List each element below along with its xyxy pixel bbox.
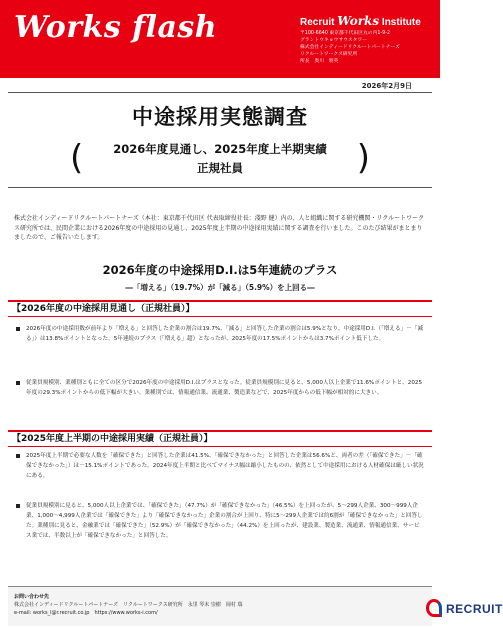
recruit-logo-text: RECRUIT xyxy=(446,602,503,616)
bullet-item: 2025年度上半期で必要な人数を「確保できた」と回答した企業は41.5%、「確保できなかった」と回答した企業は56.6%と、両者の差（「確保できた」－「確保できなかった」）は－15.1%ポイントであった。2024年度上半期と比べてマイナス幅は縮小したものの、依然として中途採用における人材確保は厳しい状況にある。 xyxy=(16,451,424,481)
title-block xyxy=(8,92,432,188)
subtitle-line-2: 正規社員 xyxy=(197,161,243,175)
release-date: 2026年2月9日 xyxy=(361,82,412,90)
bullet-square-icon xyxy=(16,504,20,508)
subtitle-block xyxy=(70,139,370,179)
page-title: 中途採用実態調査 xyxy=(132,105,308,129)
institute-name: Recruit Works Institute xyxy=(300,14,421,28)
headline-title: 2026年度の中途採用D.I.は5年連続のプラス xyxy=(102,263,338,277)
institute-address: 〒100-6640 東京都千代田区丸の内1-9-2 グラントウキョウサウスタワー 株式会社インディードリクルートパートナーズ リクルートワークス研究所 所長 奥川 朋英 xyxy=(300,31,400,64)
contact-label: お問い合わせ先 xyxy=(14,594,50,600)
bullet-item: 従業員規模別、業種別ともに全ての区分で2026年度の中途採用D.I.はプラスとなった。従業員規模別に見ると、5,000人以上企業で11.6%ポイントと、2025年度の29.3%ポイントからの低下幅が大きい。業種別では、情報通信業、流通業、製造業などで、2025年度からの低下幅が相対的に大きい。 xyxy=(16,378,424,398)
subtitle-line-1: 2026年度見通し、2025年度上半期実績 xyxy=(113,142,327,156)
section-heading-results: 【2025年度上半期の中途採用実績（正規社員）】 xyxy=(8,430,432,447)
bracket-left: ( xyxy=(70,138,84,178)
bullet-square-icon xyxy=(16,454,20,458)
contact-line-org: 株式会社インディードリクルートパートナーズ リクルートワークス研究所 永里 琴未 崇樹 岡村 瑞 xyxy=(14,602,243,608)
contact-info xyxy=(14,593,242,617)
bullet-item: 2026年度の中途採用数が前年より「増える」と回答した企業の割合は19.7%、「減る」と回答した企業の割合は5.9%となり、中途採用D.I.（「増える」－「減る」）は13.8%ポイントとなった。5年連続のプラス（「増える」超）となったが、2025年度の17.5%ポイントからは3.7%ポイント低下した。 xyxy=(16,324,424,344)
intro-paragraph: 株式会社インディードリクルートパートナーズ（本社：東京都千代田区 代表取締役社長：淺野 健）内の、人と組織に関する研究機関・リクルートワークス研究所では、民間企業における2026年度の中途採用の見通し、2025年度上半期の中途採用実績に関する調査を行いました。このたび結果がまとまりましたので、ご報告いたします。 xyxy=(14,215,425,241)
bullet-square-icon xyxy=(16,381,20,385)
brand-logo: Works flash xyxy=(14,10,218,45)
bullet-square-icon xyxy=(16,327,20,331)
bullet-item: 従業員規模別に見ると、5,000人以上企業では、「確保できた」（47.7%）が「確保できなかった」（46.5%）を上回ったが、5～299人企業、300～999人企業、1,000～4,999人企業では「確保できた」より「確保できなかった」企業の割合が上回り、特に5～299人企業では約6割が「確保できなかった」と回答した。業種別に見ると、金融業では「確保できた」（52.9%）が「確保できなかった」（44.2%）を上回ったが、建設業、製造業、流通業、情報通信業、サービス業では、半数以上が「確保できなかった」と回答した。 xyxy=(16,501,424,541)
headline-subtitle: ―「増える」（19.7%）が「減る」（5.9%）を上回る― xyxy=(125,283,315,292)
section-heading-outlook: 【2026年度の中途採用見通し（正規社員）】 xyxy=(8,300,432,317)
bracket-right: ) xyxy=(356,138,370,178)
contact-footer xyxy=(8,586,503,626)
contact-line-email[interactable]: e-mail: works_l@r.recruit.co.jp https://www.works-i.com/ xyxy=(14,610,158,616)
header-banner xyxy=(0,0,440,78)
recruit-logo-icon xyxy=(426,599,442,617)
